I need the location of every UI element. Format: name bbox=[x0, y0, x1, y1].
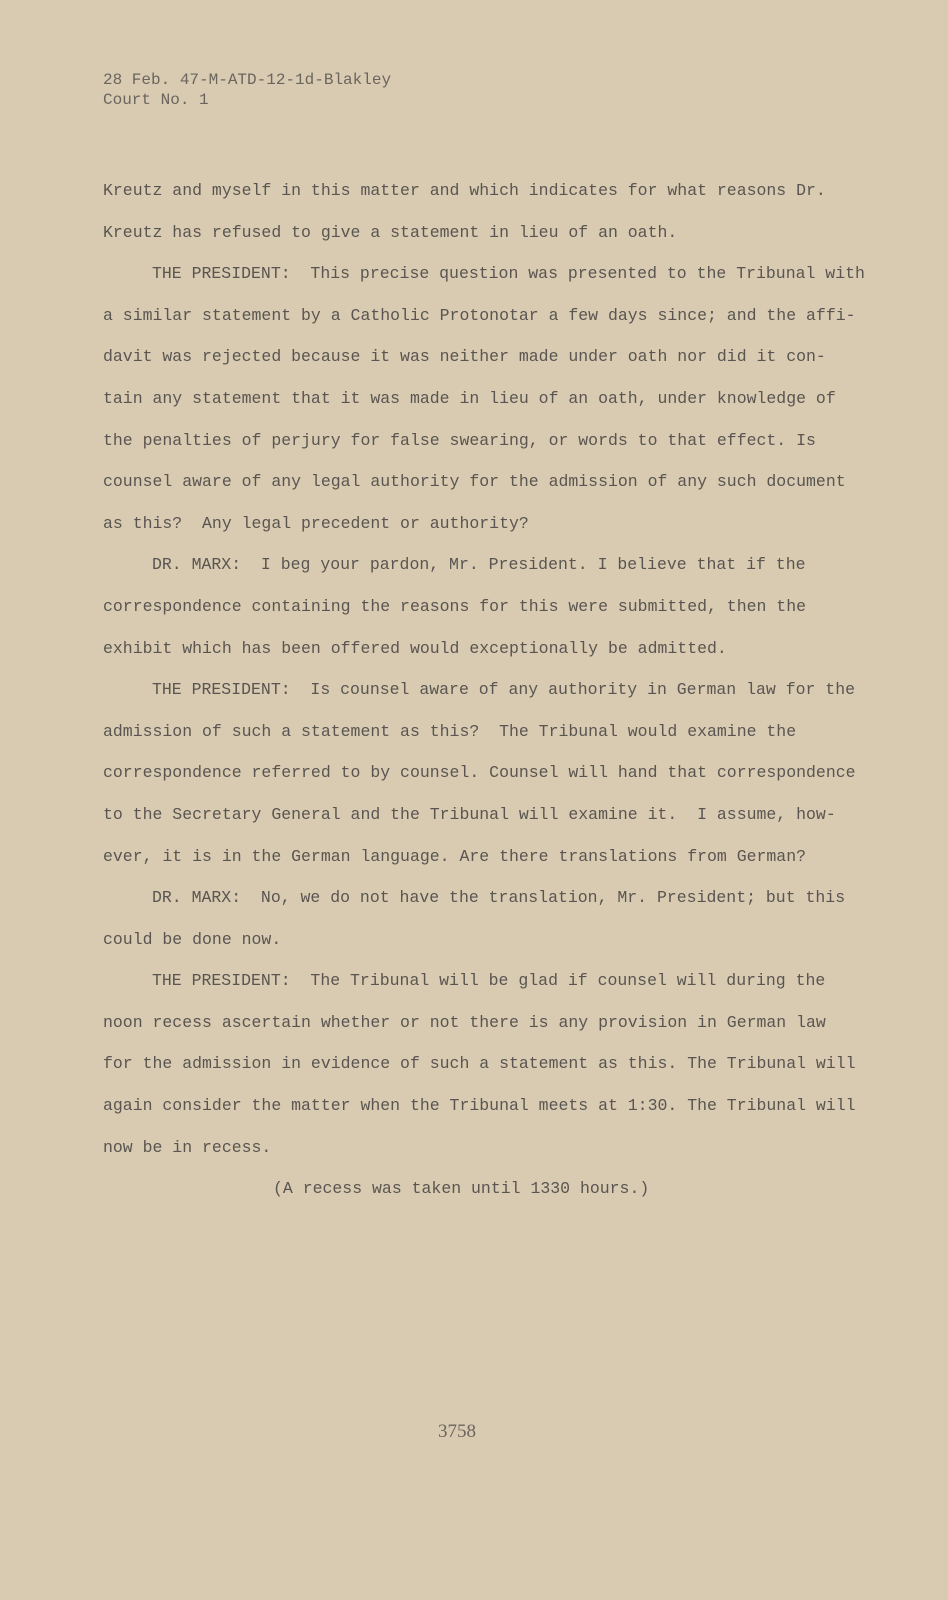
header-line-2: Court No. 1 bbox=[103, 91, 209, 109]
text-line: Kreutz and myself in this matter and which indicates for what reasons Dr. bbox=[103, 181, 826, 200]
page-header bbox=[103, 70, 391, 110]
text-line: davit was rejected because it was neither made under oath nor did it con- bbox=[103, 347, 826, 367]
text-line: the penalties of perjury for false swearing, or words to that effect. Is bbox=[103, 430, 816, 450]
text-line: now be in recess. bbox=[103, 1137, 272, 1157]
text-line: THE PRESIDENT: Is counsel aware of any authority in German law for the bbox=[152, 680, 856, 700]
text-line: admission of such a statement as this? The Tribunal would examine the bbox=[103, 721, 797, 741]
text-line: DR. MARX: I beg your pardon, Mr. President. I believe that if the bbox=[152, 555, 806, 575]
text-line: THE PRESIDENT: The Tribunal will be glad if counsel will during the bbox=[152, 971, 826, 991]
page-number: 3758 bbox=[438, 1421, 476, 1442]
text-line: to the Secretary General and the Tribunal will examine it. I assume, how- bbox=[103, 804, 836, 824]
text-line: ever, it is in the German language. Are there translations from German? bbox=[103, 846, 807, 866]
text-line: could be done now. bbox=[103, 929, 282, 949]
text-line: again consider the matter when the Tribunal meets at 1:30. The Tribunal will bbox=[103, 1096, 856, 1116]
transcript-body bbox=[103, 170, 883, 1210]
recess-note: (A recess was taken until 1330 hours.) bbox=[273, 1179, 650, 1199]
header-line-1: 28 Feb. 47-M-ATD-12-1d-Blakley bbox=[103, 71, 392, 89]
text-line: tain any statement that it was made in lieu of an oath, under knowledge of bbox=[103, 388, 836, 408]
text-line: exhibit which has been offered would exceptionally be admitted. bbox=[103, 638, 727, 658]
text-line: correspondence referred to by counsel. Counsel will hand that correspondence bbox=[103, 763, 856, 783]
text-line: for the admission in evidence of such a statement as this. The Tribunal will bbox=[103, 1054, 856, 1074]
text-line: as this? Any legal precedent or authority? bbox=[103, 513, 529, 533]
text-line: noon recess ascertain whether or not there is any provision in German law bbox=[103, 1012, 826, 1032]
text-line: Kreutz has refused to give a statement in lieu of an oath. bbox=[103, 222, 678, 242]
text-line: THE PRESIDENT: This precise question was presented to the Tribunal with bbox=[152, 264, 865, 284]
text-line: DR. MARX: No, we do not have the translation, Mr. President; but this bbox=[152, 888, 846, 908]
text-line: counsel aware of any legal authority for the admission of any such document bbox=[103, 472, 846, 492]
text-line: a similar statement by a Catholic Protonotar a few days since; and the affi- bbox=[103, 305, 856, 325]
text-line: correspondence containing the reasons for this were submitted, then the bbox=[103, 596, 807, 616]
